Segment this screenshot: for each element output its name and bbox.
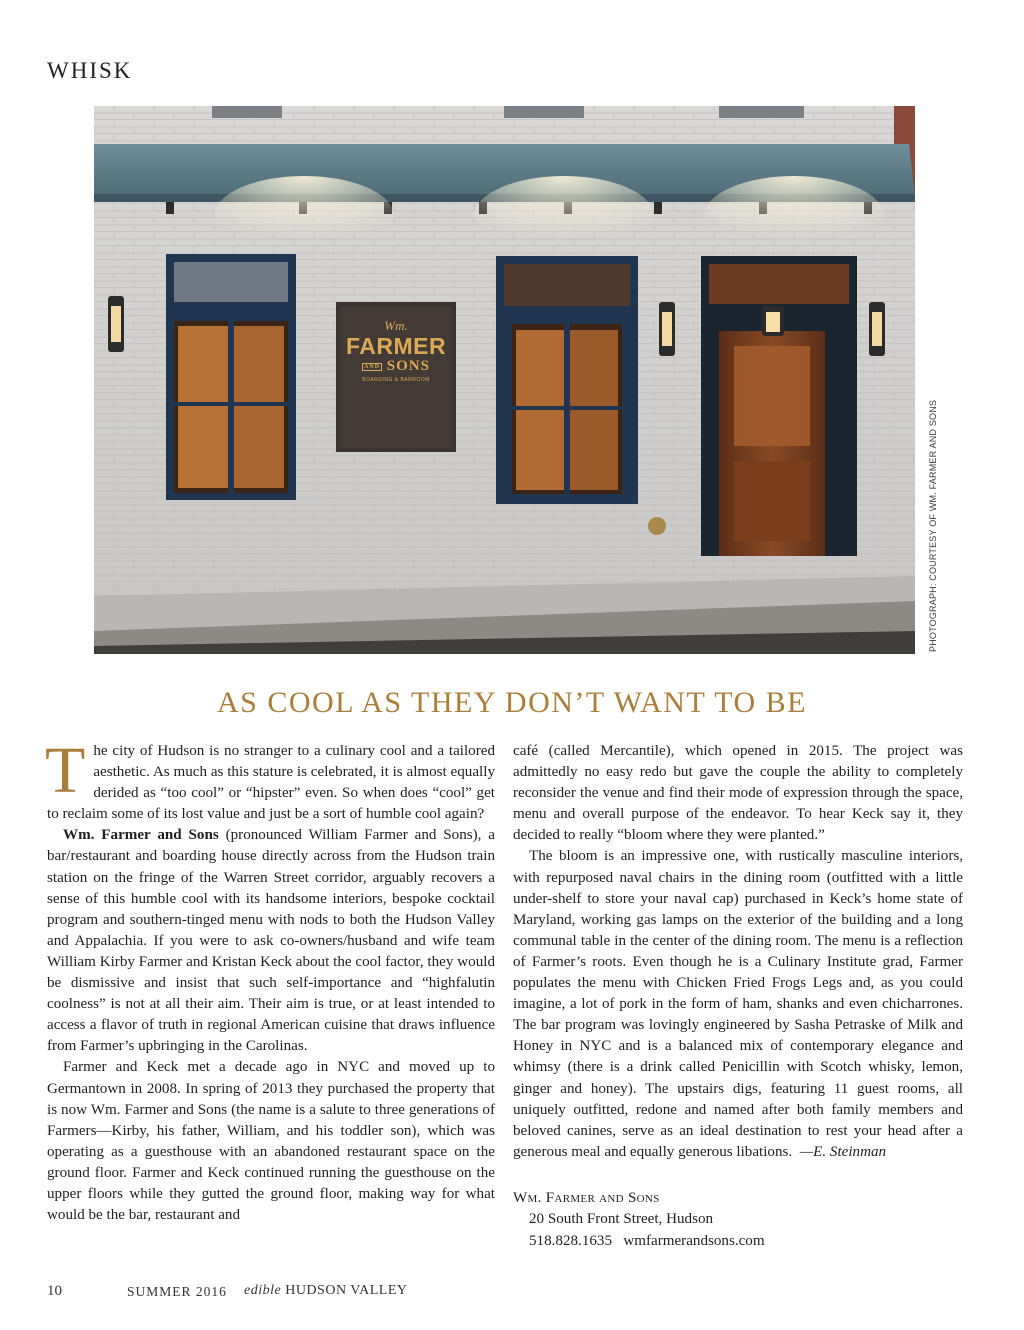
info-website[interactable]: wmfarmerandsons.com [623,1232,765,1249]
paragraph [47,825,495,1057]
sign-line-boarding: BOARDING & BARROOM [362,377,430,383]
restaurant-name-bold: Wm. Farmer and Sons [63,827,219,844]
drop-cap: T [45,734,86,807]
sign-line-and: AND [364,363,381,370]
paragraph-text: he city of Hudson is no stranger to a culinary cool and a tailored aesthetic. As much as this stature is celebrated, it is almost equally derided as “too cool” or “hipster” even. So when does “cool” get to reclaim some of its lost value and just be a sort of humble cool again? [47,743,495,823]
paragraph: café (called Mercantile), which opened in 2015. The project was admittedly no easy redo but gave the couple the ability to completely reconsider the venue and find their mode of expression through the space, menu and overall purpose of the endeavor. To hear Keck say it, they decided to really “bloom where they were planted.” [513,743,963,844]
paragraph-text: (pronounced William Farmer and Sons), a bar/restaurant and boarding house directly across from the Hudson train station on the fringe of the Warren Street corridor, arguably recovers a sense of this humble cool with its handsome interiors, bespoke cocktail program and southern-tinged menu with nods to both the Hudson Valley and Appalachia. If you were to ask co-owners/husband and wife team William Kirby Farmer and Kristan Keck about the cool factor, they would be dismissive and insist that such self-importance and “highfalutin coolness” is not at all their aim. Their aim is true, or at least intended to access a flavor of truth in regional American cuisine that draws influence from Farmer’s upbringing in the Carolinas. [47,827,495,1055]
sign-line-wm: Wm. [384,318,408,333]
publication-name-italic: edible [244,1283,282,1298]
restaurant-info [513,1188,765,1252]
sign-line-farmer: FARMER [345,333,447,359]
section-label: WHISK [47,58,133,83]
paragraph-text: The bloom is an impressive one, with rustically masculine interiors, with repurposed naval chairs in the dining room (outfitted with a little under-shelf to store your naval cap) purchased in Keck’s home state of Maryland, working gas lamps on the exterior of the building and a long communal table in the center of the dining room. The menu is a reflection of Farmer’s roots. Even though he is a Culinary Institute grad, Farmer populates the menu with Chicken Fried Frogs Legs and, as you could imagine, a lot of pork in the form of ham, shanks and even chicharrones. The bar program was lovingly engineered by Sasha Petraske of Milk and Honey in NYC and is a balanced mix of contemporary elegance and whimsy (there is a drink called Penicillin with Scotch whisky, lemon, ginger and honey). The upstairs digs, featuring 11 guest rooms, all uniquely outfitted, redone and named after both family members and beloved canines, serve as an ideal destination to rest your head after a generous meal and equally generous libations. [513,848,963,1160]
sign-line-sons: SONS [386,358,430,374]
restaurant-photo [94,106,915,654]
paragraph: Farmer and Keck met a decade ago in NYC and moved up to Germantown in 2008. In spring of 2013 they purchased the property that is now Wm. Farmer and Sons (the name is a salute to three generations of Farmers—Kirby, his father, William, and his toddler son), which was operating as a guesthouse with an abandoned restaurant space on the ground floor. Farmer and Keck continued running the guesthouse on the upper floors while they gutted the ground floor, making way for what would be the bar, restaurant and [47,1059,495,1224]
info-name: Wm. Farmer and Sons [513,1190,660,1206]
storefront-illustration [94,106,915,654]
info-contact [513,1231,765,1252]
article-column-left [45,734,495,1226]
byline: —E. Steinman [799,1143,887,1160]
issue-date: SUMMER 2016 [127,1284,227,1299]
page-number: 10 [47,1283,62,1299]
publication-name-rest: HUDSON VALLEY [285,1283,408,1298]
article-headline: AS COOL AS THEY DON’T WANT TO BE [217,686,807,719]
info-phone: 518.828.1635 [529,1232,613,1249]
publication-name [244,1283,408,1299]
info-address: 20 South Front Street, Hudson [529,1211,714,1228]
paragraph [513,846,963,1162]
paragraph [45,734,495,825]
photo-credit: PHOTOGRAPH: COURTESY OF WM. FARMER AND SONS [928,399,938,652]
restaurant-sign [340,318,452,383]
article-column-right [513,741,963,1163]
